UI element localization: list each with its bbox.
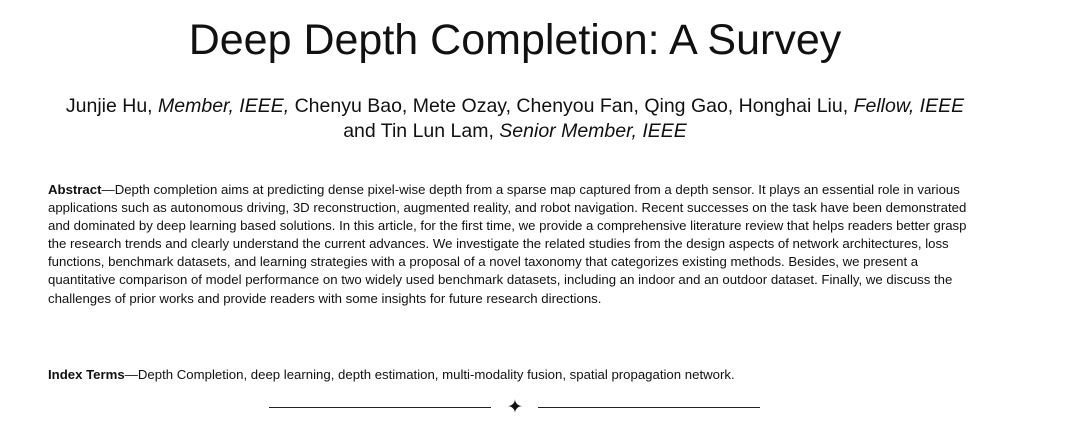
author-list [0, 94, 1030, 144]
author-names-2: Chenyu Bao, Mete Ozay, Chenyou Fan, Qing Gao, Honghai Liu, [289, 95, 854, 117]
index-terms [48, 366, 988, 384]
section-divider [0, 398, 1030, 418]
paper-title: Deep Depth Completion: A Survey [188, 16, 842, 64]
index-terms-label: Index Terms [48, 367, 125, 382]
abstract-text: —Depth completion aims at predicting dense pixel-wise depth from a sparse map captured from a depth sensor. It plays an essential role in various applications such as autonomous driving, 3D reconstruction, augmented reality, and robot navigation. Recent successes on the task have been demonstrated and dominated by deep learning based solutions. In this article, for the first time, we provide a comprehensive literature review that helps readers better grasp the research trends and clearly understand the current advances. We investigate the related studies from the design aspects of network architectures, loss functions, benchmark datasets, and learning strategies with a proposal of a novel taxonomy that categorizes existing methods. Besides, we present a quantitative comparison of model performance on two widely used benchmark datasets, including an indoor and an outdoor dataset. Finally, we discuss the challenges of prior works and provide readers with some insights for future research directions. [48, 182, 967, 306]
author-membership-2: Fellow, IEEE [853, 95, 965, 117]
abstract-label: Abstract [48, 182, 102, 197]
author-membership-3: Senior Member, IEEE [499, 120, 687, 142]
author-line-1 [0, 94, 1030, 119]
divider-rule-right [538, 407, 760, 408]
author-membership-1: Member, IEEE, [158, 95, 290, 117]
author-names-3: and Tin Lun Lam, [343, 120, 500, 142]
index-terms-text: —Depth Completion, deep learning, depth estimation, multi-modality fusion, spatial propagation network. [124, 367, 735, 382]
author-line-2 [0, 119, 1030, 144]
four-point-star-icon: ✦ [507, 396, 523, 418]
author-names-1: Junjie Hu, [65, 95, 159, 117]
abstract [48, 181, 988, 308]
divider-rule-left [269, 407, 491, 408]
